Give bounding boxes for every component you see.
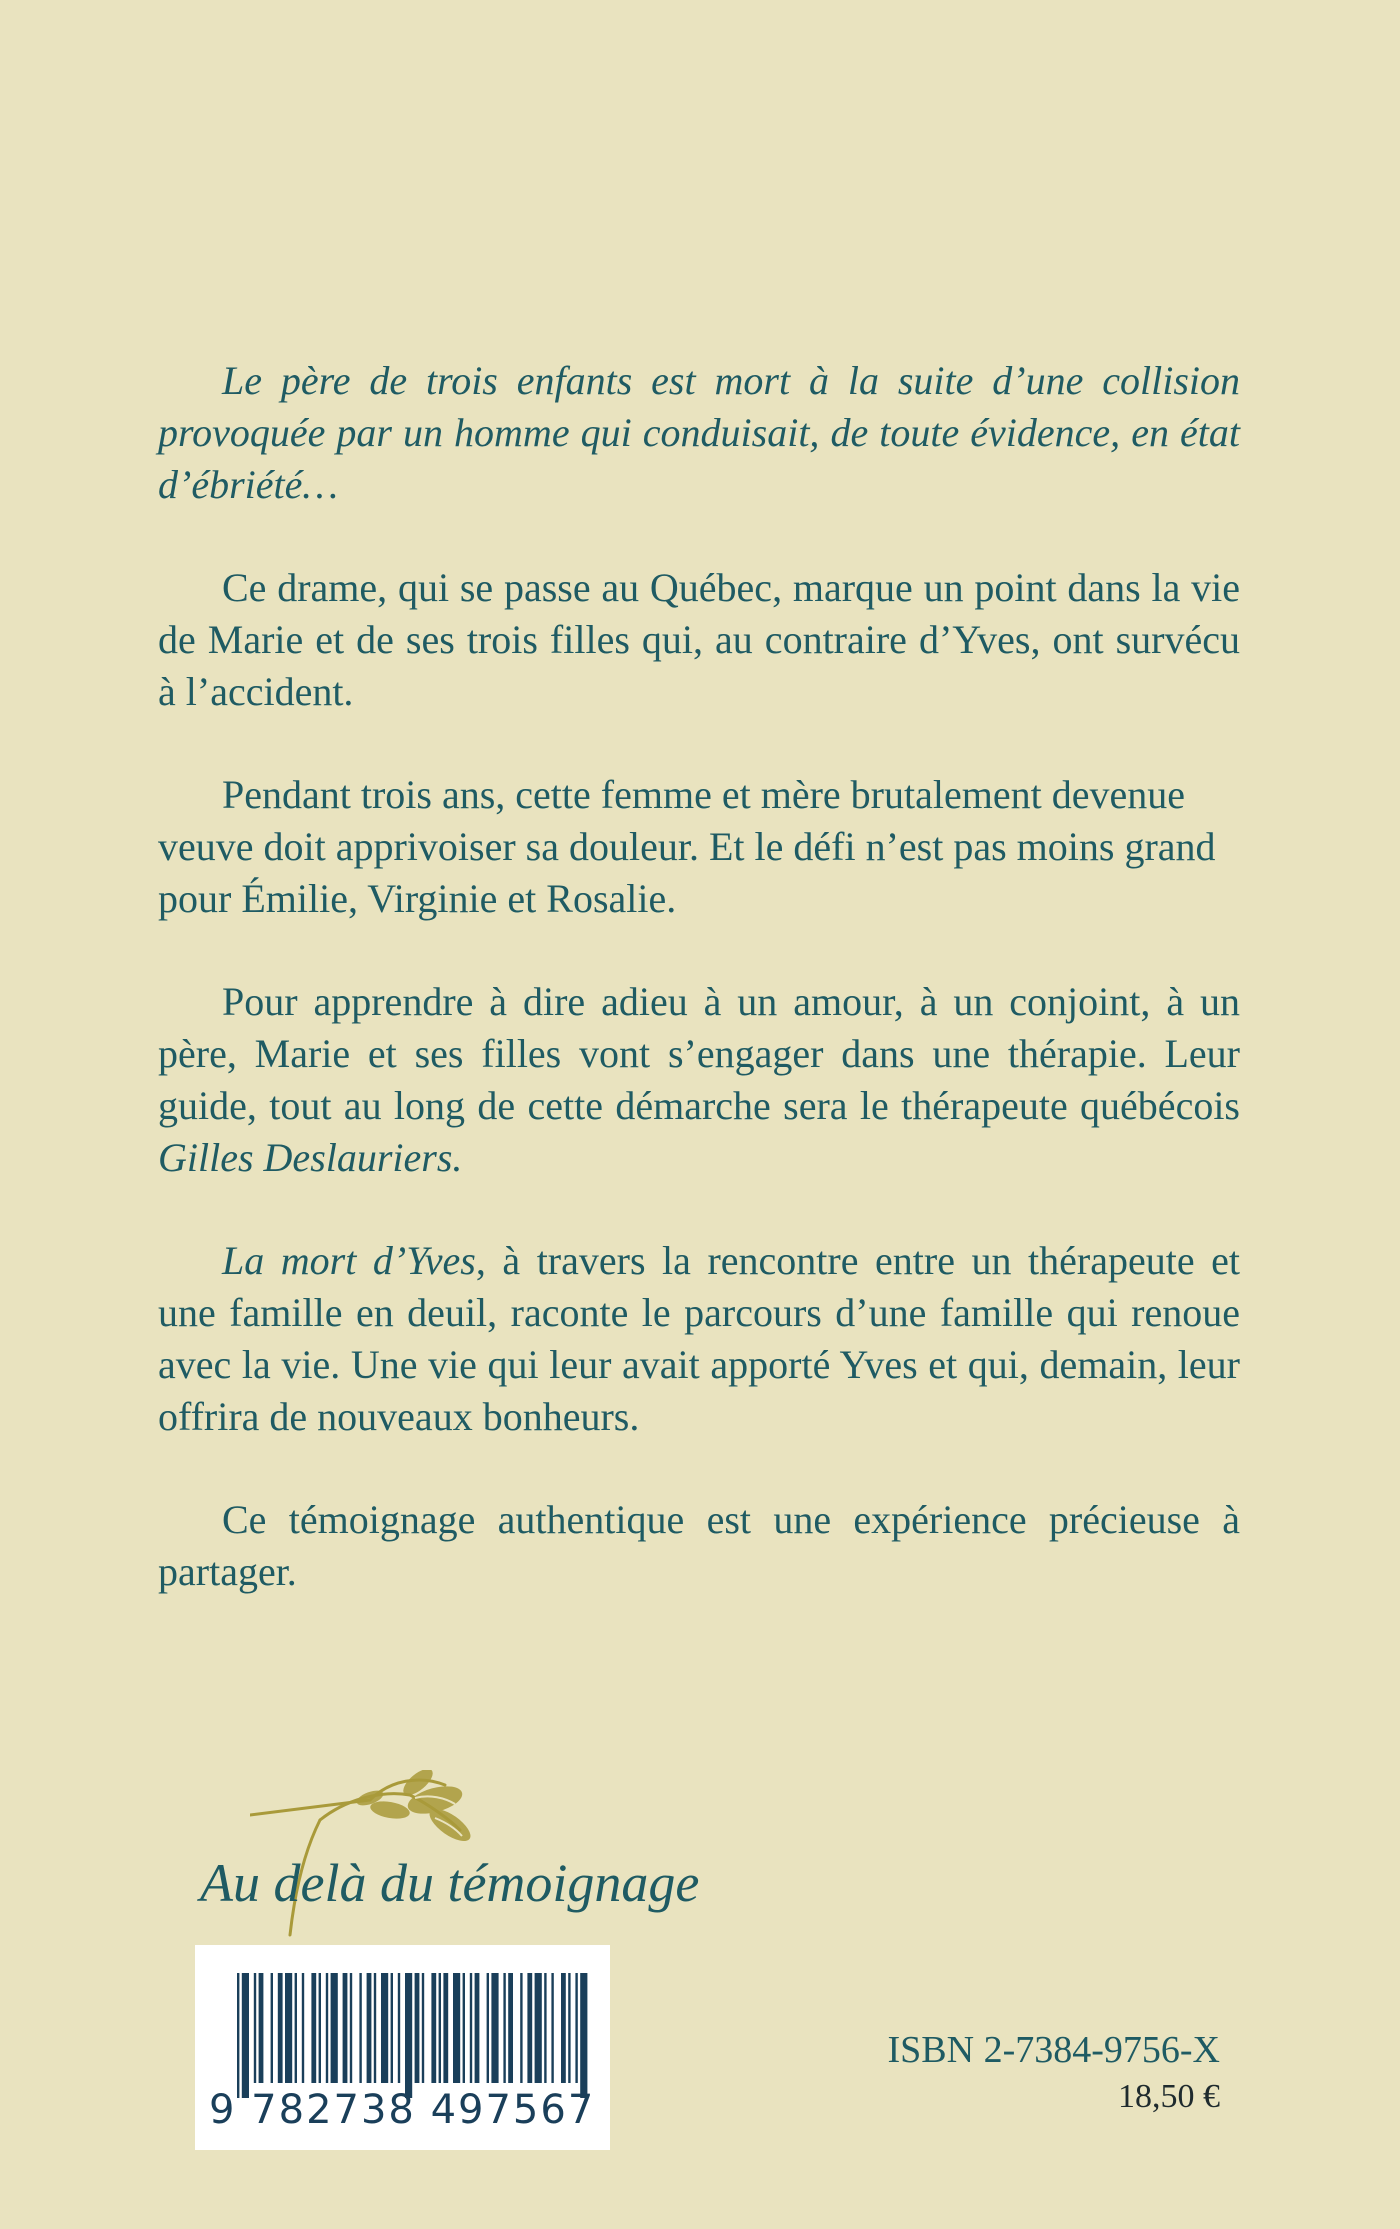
collection-name: Au delà du témoignage	[200, 1853, 700, 1913]
blurb-paragraph-5	[158, 1235, 1240, 1443]
blurb-paragraph-3: Pendant trois ans, cette femme et mère brutalement devenue veuve doit apprivoiser sa douleur. Et le défi n’est pas moins grand pour Émilie, Virginie et Rosalie.	[158, 772, 1216, 921]
blurb-paragraph-4-text: Pour apprendre à dire adieu à un amour, à un conjoint, à un père, Marie et ses filles vont s’engager dans une thérapie. Leur guide, tout au long de cette démarche sera le thérapeute québécois	[158, 979, 1240, 1128]
book-title-reference: La mort d’Yves	[222, 1238, 476, 1283]
barcode	[195, 1945, 610, 2150]
back-cover-blurb	[158, 355, 1240, 1649]
price: 18,50 €	[1118, 2078, 1220, 2115]
blurb-paragraph-4	[158, 976, 1240, 1184]
barcode-number: 9 782738 497567	[209, 2087, 596, 2133]
collection-logo	[190, 1770, 790, 1950]
blurb-intro: Le père de trois enfants est mort à la suite d’une collision provoquée par un homme qui conduisait, de toute évidence, en état d’ébriété…	[158, 358, 1240, 507]
blurb-paragraph-6: Ce témoignage authentique est une expérience précieuse à partager.	[158, 1497, 1240, 1594]
therapist-name: Gilles Deslauriers.	[158, 1135, 463, 1180]
blurb-paragraph-5-text: , à travers la rencontre entre un thérapeute et une famille en deuil, raconte le parcours d’une famille qui renoue avec la vie. Une vie qui leur avait apporté Yves et qui, demain, leur offrira de nouveaux bonheurs.	[158, 1238, 1240, 1439]
blurb-paragraph-2: Ce drame, qui se passe au Québec, marque un point dans la vie de Marie et de ses trois filles qui, au contraire d’Yves, ont survécu à l’accident.	[158, 565, 1240, 714]
isbn: ISBN 2-7384-9756-X	[887, 2029, 1220, 2071]
